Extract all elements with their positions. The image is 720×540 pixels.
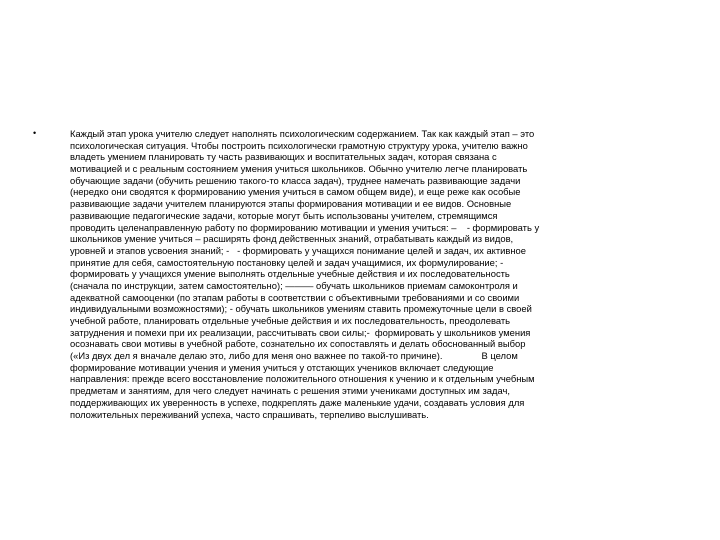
- text-line: психологическая ситуация. Чтобы построить психологически грамотную структуру урока, учителю важно: [70, 139, 528, 151]
- text-line: осознавать свои мотивы в учебной работе, сознательно их сопоставлять и делать обоснованный выбор: [70, 338, 526, 350]
- text-line: индивидуальными возможностями); - обучать школьников умениям ставить промежуточные цели в своей: [70, 303, 532, 315]
- text-line: развивающие задачи учителем планируются этапы формирования мотивации и ее видов. Основные: [70, 198, 512, 210]
- text-line: затруднения и помехи при их реализации, рассчитывать свои силы;- формировать у школьников умения: [70, 326, 531, 338]
- text-line: положительных переживаний успеха, часто спрашивать, терпеливо выслушивать.: [70, 408, 429, 420]
- text-line: адекватной самооценки (по этапам работы в соответствии с объективными требованиями и со своими: [70, 291, 520, 303]
- text-line: (нередко они сводятся к формированию умения учиться в самом общем виде), и еще реже как особые: [70, 186, 521, 198]
- text-line: развивающие педагогические задачи, которые могут быть использованы учителем, стремящимся: [70, 209, 498, 221]
- bullet-marker: •: [33, 128, 37, 138]
- text-line: владеть умением планировать ту часть развивающих и воспитательных задач, которая связана с: [70, 151, 497, 163]
- text-line: (сначала по инструкции, затем самостоятельно); ——— обучать школьников приемам самоконтроля и: [70, 279, 518, 291]
- text-line: принятие для себя, самостоятельную постановку целей и задач учащимися, их формулирование; -: [70, 256, 504, 268]
- text-line: предметам и занятиям, для чего следует начинать с решения этими учениками доступных им задач,: [70, 385, 510, 397]
- text-line: формирование мотивации учения и умения учиться у отстающих учеников включает следующие: [70, 361, 494, 373]
- text-line: Каждый этап урока учителю следует наполнять психологическим содержанием. Так как каждый этап – это: [70, 128, 535, 139]
- text-line: формировать у учащихся умение выполнять отдельные учебные действия и их последовательность: [70, 268, 510, 280]
- text-line: уровней и этапов усвоения знаний; - - формировать у учащихся понимание целей и задач, их активное: [70, 244, 526, 256]
- text-line: поддерживающих их уверенность в успехе, подкреплять даже маленькие удачи, создавать условия для: [70, 396, 525, 408]
- text-line: («Из двух дел я вначале делаю это, либо для меня оно важнее по такой-то причине). В целом: [70, 350, 518, 362]
- body-text: [70, 128, 684, 428]
- text-line: обучающие задачи (обучить решению такого-то класса задач), труднее намечать развивающие задачи: [70, 174, 521, 186]
- text-line: проводить целенаправленную работу по формированию мотивации и умения учиться: – - формировать у: [70, 221, 540, 233]
- text-line: учебной работе, планировать отдельные учебные действия и их последовательность, преодолевать: [70, 315, 511, 326]
- text-line: мотивацией и с реальным состоянием умения учиться школьников. Обычно учителю легче планировать: [70, 163, 528, 175]
- text-line: направления: прежде всего восстановление положительного отношения к учению и к отдельным учебным: [70, 373, 535, 385]
- text-line: школьников умение учиться – расширять фонд действенных знаний, отрабатывать каждый из видов,: [70, 233, 514, 245]
